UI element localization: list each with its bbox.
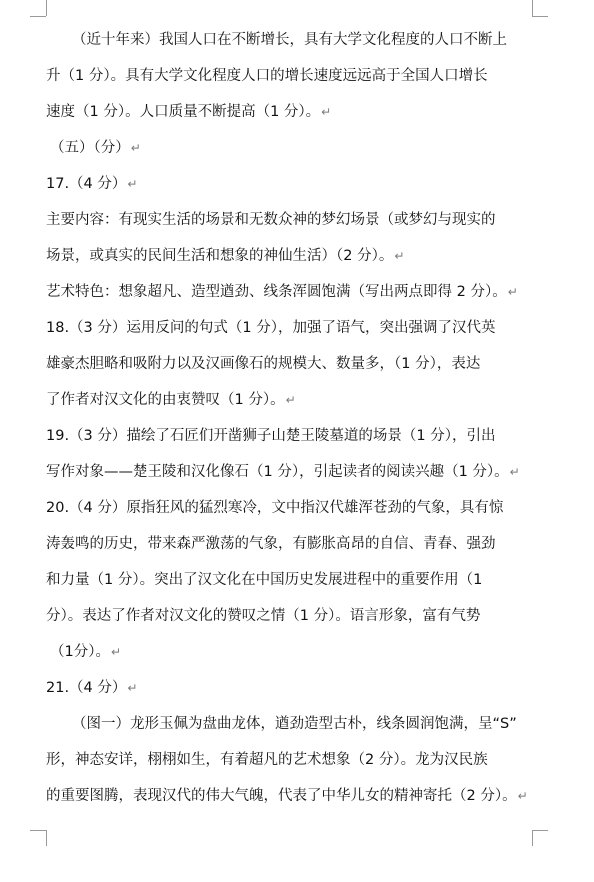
text-line: [46, 562, 483, 598]
line-text: 写作对象——楚王陵和汉化像石（1 分），引起读者的阅读兴趣（1 分）。: [46, 464, 509, 480]
text-line: [46, 274, 518, 310]
paragraph-mark-icon: ↵: [507, 285, 518, 299]
corner-mark-bottom-left-v: [46, 830, 47, 846]
paragraph-mark-icon: ↵: [110, 645, 122, 659]
text-line: [46, 526, 497, 562]
line-text: 形，神态安详，栩栩如生，有着超凡的艺术想象（2 分）。龙为汉民族: [46, 752, 488, 768]
text-line: [50, 130, 141, 166]
text-line: [46, 58, 489, 94]
text-line: [46, 202, 497, 238]
line-text: 和力量（1 分）。突出了汉文化在中国历史发展进程中的重要作用（1: [46, 572, 483, 588]
line-text: 涛轰鸣的历史，带来森严激荡的气象，有膨胀高昂的自信、青春、强劲: [46, 536, 496, 552]
text-line: [72, 22, 508, 58]
corner-mark-bottom-right-v: [532, 830, 533, 846]
line-text: 场景，或真实的民间生活和想象的神仙生活）（2 分）。: [46, 248, 394, 264]
text-line: [46, 670, 137, 706]
line-text: 的重要图腾，表现汉代的伟大气魄，代表了中华儿女的精神寄托（2 分）。: [46, 788, 517, 804]
text-line: [72, 706, 518, 742]
text-line: [46, 382, 296, 418]
text-line: [46, 166, 137, 202]
text-line: [46, 490, 504, 526]
paragraph-mark-icon: ↵: [285, 393, 296, 407]
text-line: [46, 742, 489, 778]
text-line: [46, 778, 528, 814]
text-line: [46, 454, 520, 490]
line-text: 了作者对汉文化的由衷赞叹（1 分）。: [46, 392, 285, 408]
line-text: （图一）龙形玉佩为盘曲龙体，遒劲造型古朴，线条圆润饱满，呈“S”: [72, 716, 517, 732]
paragraph-mark-icon: ↵: [509, 465, 520, 479]
line-text: 升（1 分）。具有大学文化程度人口的增长速度远远高于全国人口增长: [46, 68, 488, 84]
corner-mark-bottom-right-h: [532, 830, 548, 831]
paragraph-mark-icon: ↵: [127, 177, 138, 191]
text-line: [46, 346, 481, 382]
text-line: [46, 598, 481, 634]
corner-mark-top-right-v: [532, 0, 533, 16]
line-text: 艺术特色：想象超凡、造型遒劲、线条浑圆饱满（写出两点即得 2 分）。: [46, 284, 507, 300]
line-text: （五）（分）: [50, 140, 130, 156]
line-text: 雄豪杰胆略和吸附力以及汉画像石的规模大、数量多，（1 分），表达: [46, 356, 481, 372]
corner-mark-top-right-h: [532, 16, 548, 17]
paragraph-mark-icon: ↵: [127, 681, 138, 695]
corner-mark-top-left-h: [30, 16, 46, 17]
text-line: [50, 634, 121, 670]
corner-mark-top-left-v: [46, 0, 47, 16]
text-line: [46, 94, 331, 130]
corner-mark-bottom-left-h: [30, 830, 46, 831]
line-text: 21.（4 分）: [46, 680, 127, 696]
text-line: [46, 418, 496, 454]
line-text: 17.（4 分）: [46, 176, 127, 192]
paragraph-mark-icon: ↵: [394, 249, 405, 263]
paragraph-mark-icon: ↵: [130, 141, 141, 155]
line-text: 主要内容：有现实生活的场景和无数众神的梦幻场景（或梦幻与现实的: [46, 212, 496, 228]
line-text: 19.（3 分）描绘了石匠们开凿狮子山楚王陵墓道的场景（1 分），引出: [46, 428, 496, 444]
paragraph-mark-icon: ↵: [517, 789, 528, 803]
line-text: 速度（1 分）。人口质量不断提高（1 分）。: [46, 104, 321, 120]
line-text: 分）。表达了作者对汉文化的赞叹之情（1 分）。语言形象，富有气势: [46, 608, 481, 624]
line-text: 18.（3 分）运用反问的句式（1 分），加强了语气，突出强调了汉代英: [46, 320, 496, 336]
paragraph-mark-icon: ↵: [321, 105, 332, 119]
text-line: [46, 238, 404, 274]
text-line: [46, 310, 496, 346]
line-text: 20.（4 分）原指狂风的猛烈寒冷，文中指汉代雄浑苍劲的气象，具有惊: [46, 500, 504, 516]
line-text: （近十年来）我国人口在不断增长，具有大学文化程度的人口不断上: [72, 32, 507, 48]
line-text: （1分）。: [50, 644, 110, 660]
